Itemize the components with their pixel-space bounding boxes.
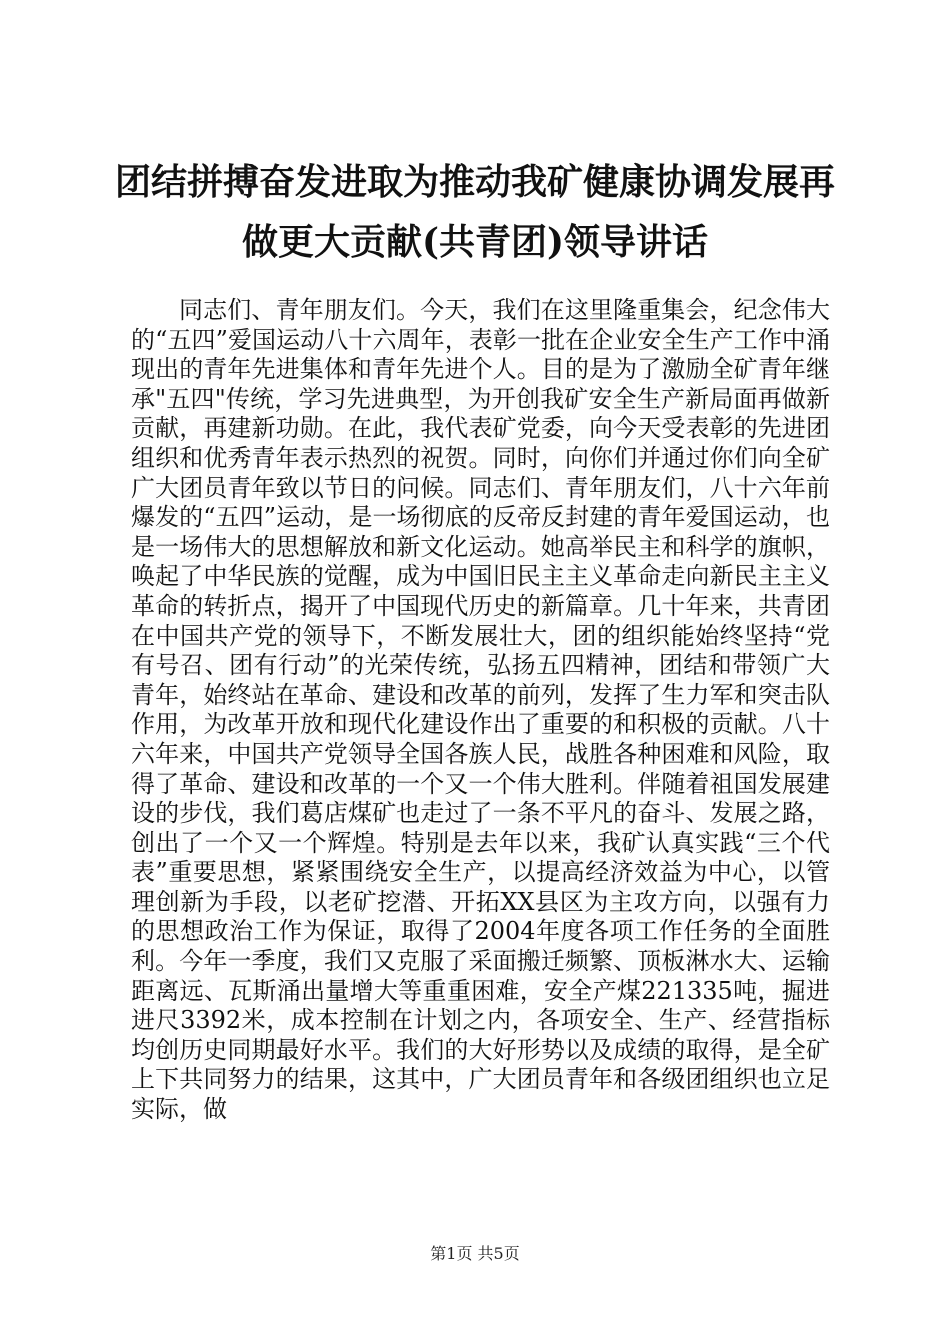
document-title-line-2: 做更大贡献(共青团)领导讲话 [241,221,709,263]
document-title-line-1: 团结拼搏奋发进取为推动我矿健康协调发展再 [114,161,835,203]
speech-body-paragraph: 同志们、青年朋友们。今天，我们在这里隆重集会，纪念伟大的“五四”爱国运动八十六周年，表彰一批在企业安全生产工作中涌现出的青年先进集体和青年先进个人。目的是为了激励全矿青年继承"五四"传统，学习先进典型，为开创我矿安全生产新局面再做新贡献，再建新功勋。在此，我代表矿党委，向今天受表彰的先进团组织和优秀青年表示热烈的祝贺。同时，向你们并通过你们向全矿广大团员青年致以节日的问候。同志们、青年朋友们，八十六年前爆发的“五四”运动，是一场彻底的反帝反封建的青年爱国运动，也是一场伟大的思想解放和新文化运动。她高举民主和科学的旗帜，唤起了中华民族的觉醒，成为中国旧民主主义革命走向新民主主义革命的转折点，揭开了中国现代历史的新篇章。几十年来，共青团在中国共产党的领导下，不断发展壮大，团的组织能始终坚持“党有号召、团有行动”的光荣传统，弘扬五四精神，团结和带领广大青年，始终站在革命、建设和改革的前列，发挥了生力军和突击队作用，为改革开放和现代化建设作出了重要的和积极的贡献。八十六年来，中国共产党领导全国各族人民，战胜各种困难和风险，取得了革命、建设和改革的一个又一个伟大胜利。伴随着祖国发展建设的步伐，我们葛店煤矿也走过了一条不平凡的奋斗、发展之路，创出了一个又一个辉煌。特别是去年以来，我矿认真实践“三个代表”重要思想，紧紧围绕安全生产，以提高经济效益为中心，以管理创新为手段，以老矿挖潜、开拓XX县区为主攻方向，以强有力的思想政治工作为保证，取得了2004年度各项工作任务的全面胜利。今年一季度，我们又克服了采面搬迁频繁、顶板淋水大、运输距离远、瓦斯涌出量增大等重重困难，安全产煤221335吨，掘进进尺3392米，成本控制在计划之内，各项安全、生产、经营指标均创历史同期最好水平。我们的大好形势以及成绩的取得，是全矿上下共同努力的结果，这其中，广大团员青年和各级团组织也立足实际，做 [131,296,830,1124]
page-footer-indicator: 第1页 共5页 [430,1244,520,1263]
